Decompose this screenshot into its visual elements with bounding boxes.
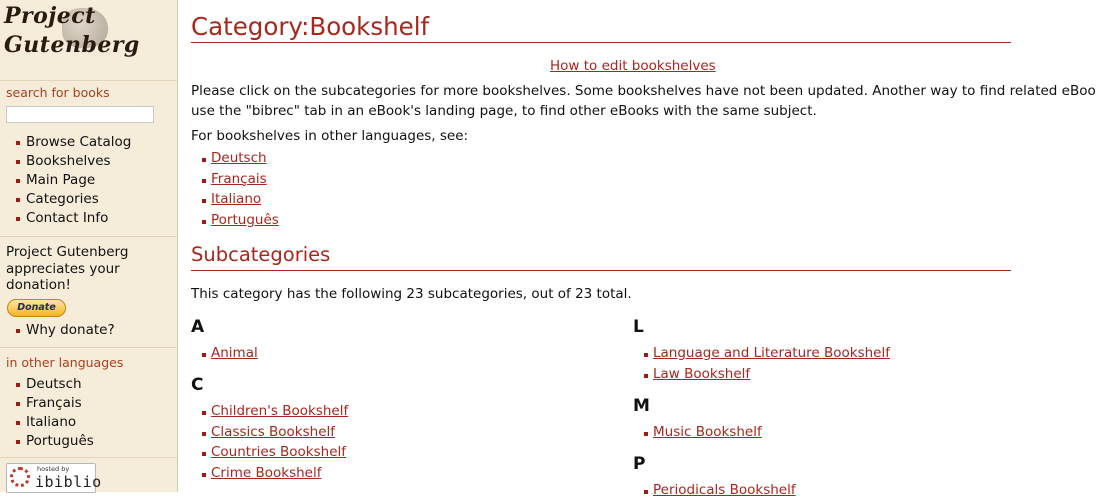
bullet-icon	[644, 353, 648, 357]
search-heading: search for books	[6, 85, 110, 100]
ibiblio-logo-icon	[10, 467, 30, 487]
group-m-list	[644, 424, 762, 445]
subcategory-item	[202, 465, 348, 486]
subcategory-item	[202, 444, 348, 465]
sidebar-divider	[0, 347, 177, 348]
subcategory-item	[202, 403, 348, 424]
donation-text: Project Gutenberg appreciates your donation!	[6, 244, 129, 293]
intro-line-1: Please click on the subcategories for more bookshelves. Some bookshelves have not been updated. Another way to find related eBoo	[191, 83, 1096, 99]
bullet-icon	[202, 473, 206, 477]
link-francais[interactable]: Français	[211, 170, 267, 187]
sidebar-item-label: Main Page	[26, 172, 96, 188]
bullet-icon	[202, 411, 206, 415]
sidebar-item-label: Bookshelves	[26, 153, 111, 169]
bullet-icon	[16, 141, 20, 145]
bullet-icon	[202, 452, 206, 456]
subcategory-link-countries[interactable]: Countries Bookshelf	[211, 444, 347, 460]
group-c-list	[202, 403, 348, 485]
sidebar-item-label: Português	[26, 433, 94, 449]
sidebar-item-label: Categories	[26, 191, 99, 207]
sidebar-item-label: Deutsch	[26, 376, 82, 392]
subcategory-item	[202, 345, 258, 366]
intro-line-2: use the "bibrec" tab in an eBook's landing page, to find other eBooks with the same subject.	[191, 103, 817, 119]
sidebar-item-label: Contact Info	[26, 210, 109, 226]
bullet-icon	[16, 160, 20, 164]
subcategories-summary: This category has the following 23 subcategories, out of 23 total.	[191, 286, 632, 302]
bullet-icon	[16, 383, 20, 387]
subcategory-item	[644, 345, 890, 366]
sidebar-item-label: Browse Catalog	[26, 134, 132, 150]
subcategory-item	[202, 424, 348, 445]
sidebar-item-main-page[interactable]	[16, 171, 131, 190]
ibiblio-label: ibiblio	[35, 473, 102, 491]
group-l-list	[644, 345, 890, 386]
language-link-item	[202, 150, 279, 171]
subcategory-item	[644, 424, 762, 445]
subcategory-link-music[interactable]: Music Bookshelf	[653, 424, 762, 440]
subcategory-link-childrens[interactable]: Children's Bookshelf	[211, 403, 349, 419]
bullet-icon	[644, 490, 648, 494]
sidebar-divider	[0, 80, 177, 81]
language-link-item	[202, 212, 279, 233]
language-link-item	[202, 171, 279, 192]
link-italiano[interactable]: Italiano	[211, 191, 262, 207]
bullet-icon	[16, 198, 20, 202]
sidebar-divider	[0, 457, 177, 458]
subcategories-heading: Subcategories	[191, 243, 331, 266]
subcategory-link-law[interactable]: Law Bookshelf	[653, 365, 751, 382]
bullet-icon	[644, 432, 648, 436]
ibiblio-badge[interactable]	[6, 463, 102, 493]
link-portugues[interactable]: Português	[211, 211, 279, 228]
bullet-icon	[644, 374, 648, 378]
subcategory-link-crime[interactable]: Crime Bookshelf	[211, 464, 322, 481]
group-letter-l: L	[633, 317, 644, 337]
subcategory-item	[644, 482, 796, 503]
page-title: Category:Bookshelf	[191, 12, 430, 41]
sidebar-languages	[16, 375, 94, 451]
sidebar-item-italiano[interactable]	[16, 413, 94, 432]
main-content	[191, 0, 1096, 498]
sidebar-nav	[16, 133, 131, 228]
group-letter-a: A	[191, 317, 205, 337]
sidebar-item-why-donate[interactable]	[16, 321, 115, 340]
bullet-icon	[16, 179, 20, 183]
other-languages-text: For bookshelves in other languages, see:	[191, 128, 469, 144]
bullet-icon	[202, 199, 206, 203]
sidebar-item-label: Italiano	[26, 414, 77, 430]
bullet-icon	[202, 179, 206, 183]
group-letter-m: M	[633, 396, 650, 416]
title-rule	[191, 42, 1011, 43]
other-languages-list	[202, 150, 279, 232]
logo-text-line1: Project	[4, 3, 96, 29]
bullet-icon	[16, 440, 20, 444]
sidebar-item-label: Why donate?	[26, 322, 115, 338]
sidebar-divider	[0, 236, 177, 237]
language-link-item	[202, 191, 279, 212]
donate-button[interactable]: Donate	[7, 299, 66, 317]
subcategory-link-periodicals[interactable]: Periodicals Bookshelf	[653, 482, 796, 498]
bullet-icon	[16, 329, 20, 333]
sidebar-item-portugues[interactable]	[16, 432, 94, 451]
bullet-icon	[202, 220, 206, 224]
sidebar-item-categories[interactable]	[16, 190, 131, 209]
hosted-by-label: hosted by	[37, 465, 70, 473]
group-letter-p: P	[633, 454, 646, 474]
bullet-icon	[202, 158, 206, 162]
sidebar-item-francais[interactable]	[16, 394, 94, 413]
logo-text-line2: Gutenberg	[4, 32, 140, 58]
bullet-icon	[16, 217, 20, 221]
bullet-icon	[16, 421, 20, 425]
link-deutsch[interactable]: Deutsch	[211, 150, 267, 166]
project-gutenberg-logo[interactable]	[4, 2, 140, 74]
sidebar	[0, 0, 178, 492]
subcategory-link-animal[interactable]: Animal	[211, 345, 258, 361]
group-a-list	[202, 345, 258, 366]
sidebar-item-deutsch[interactable]	[16, 375, 94, 394]
bullet-icon	[16, 402, 20, 406]
subcategory-link-language-literature[interactable]: Language and Literature Bookshelf	[653, 345, 890, 361]
sidebar-item-label: Français	[26, 395, 82, 411]
bullet-icon	[202, 432, 206, 436]
sidebar-item-contact-info[interactable]	[16, 209, 131, 228]
bullet-icon	[202, 353, 206, 357]
edit-bookshelves-link[interactable]: How to edit bookshelves	[550, 58, 716, 74]
sidebar-item-bookshelves[interactable]	[16, 152, 131, 171]
group-letter-c: C	[191, 375, 204, 395]
donate-links	[16, 321, 115, 340]
search-input[interactable]	[6, 106, 154, 123]
subcategory-link-classics[interactable]: Classics Bookshelf	[211, 423, 336, 440]
subcategories-rule	[191, 270, 1011, 271]
sidebar-item-browse-catalog[interactable]	[16, 133, 131, 152]
subcategory-item	[644, 366, 890, 387]
group-p-list	[644, 482, 796, 503]
languages-heading: in other languages	[6, 355, 124, 370]
